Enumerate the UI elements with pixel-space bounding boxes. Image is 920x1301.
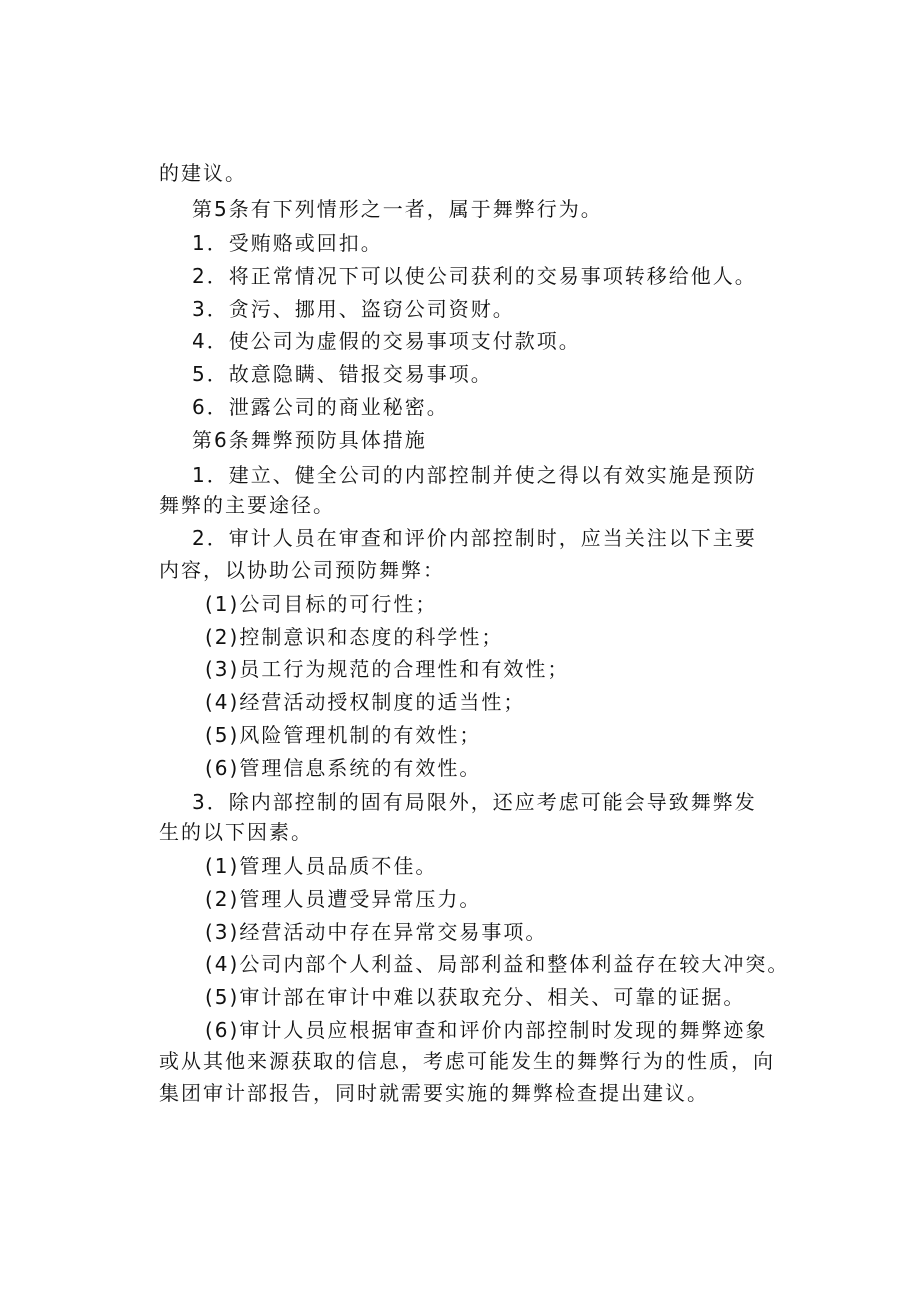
sub-list-item: (6)管理信息系统的有效性。 [205,756,482,780]
text-line: 舞弊的主要途径。 [159,493,335,517]
text-line: 或从其他来源获取的信息，考虑可能发生的舞弊行为的性质，向 [159,1049,775,1073]
list-item: 2．审计人员在审查和评价内部控制时，应当关注以下主要 [192,526,757,550]
sub-list-item: (5)风险管理机制的有效性； [205,723,482,747]
list-item: 6．泄露公司的商业秘密。 [192,395,449,419]
article-5-heading: 第5条有下列情形之一者，属于舞弊行为。 [192,197,603,221]
sub-list-item: (2)管理人员遭受异常压力。 [205,887,482,911]
list-item: 2．将正常情况下可以使公司获利的交易事项转移给他人。 [192,264,757,288]
article-6-heading: 第6条舞弊预防具体措施 [192,428,427,452]
text-line: 集团审计部报告，同时就需要实施的舞弊检查提出建议。 [159,1081,709,1105]
text-line: 的建议。 [159,161,247,185]
sub-list-item: (1)管理人员品质不佳。 [205,854,438,878]
sub-list-item: (3)经营活动中存在异常交易事项。 [205,920,548,944]
sub-list-item: (3)员工行为规范的合理性和有效性； [205,657,570,681]
list-item: 5．故意隐瞒、错报交易事项。 [192,362,493,386]
sub-list-item: (2)控制意识和态度的科学性； [205,625,504,649]
text-line: 内容，以协助公司预防舞弊： [159,558,445,582]
sub-list-item: (4)经营活动授权制度的适当性； [205,690,526,714]
sub-list-item: (1)公司目标的可行性； [205,592,438,616]
sub-list-item: (4)公司内部个人利益、局部利益和整体利益存在较大冲突。 [205,952,790,976]
sub-list-item: (5)审计部在审计中难以获取充分、相关、可靠的证据。 [205,985,746,1009]
list-item: 1．受贿赂或回扣。 [192,231,383,255]
list-item: 4．使公司为虚假的交易事项支付款项。 [192,329,581,353]
list-item: 3．贪污、挪用、盗窃公司资财。 [192,297,515,321]
list-item: 1．建立、健全公司的内部控制并使之得以有效实施是预防 [192,463,757,487]
list-item: 3．除内部控制的固有局限外，还应考虑可能会导致舞弊发 [192,790,757,814]
sub-list-item: (6)审计人员应根据审查和评价内部控制时发现的舞弊迹象 [205,1018,768,1042]
text-line: 生的以下因素。 [159,820,313,844]
